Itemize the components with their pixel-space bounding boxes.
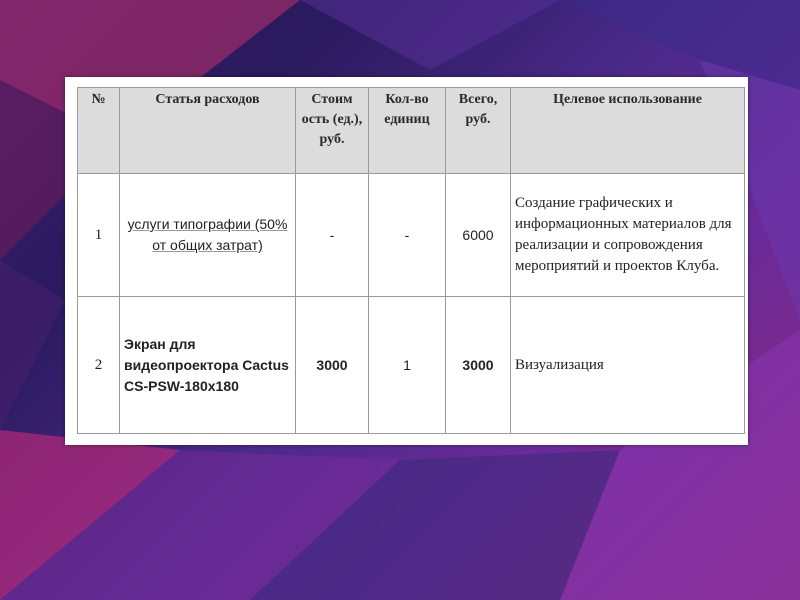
table-header-row	[78, 88, 745, 174]
header-num: №	[78, 88, 120, 174]
header-cost: Стоим ость (ед.), руб.	[296, 88, 369, 174]
row-cost: 3000	[296, 297, 369, 434]
header-purpose: Целевое использование	[511, 88, 745, 174]
row-qty: 1	[369, 297, 446, 434]
table-row	[78, 174, 745, 297]
row-cost: -	[296, 174, 369, 297]
table-row	[78, 297, 745, 434]
row-item: услуги типографии (50% от общих затрат)	[120, 174, 296, 297]
row-total: 3000	[446, 297, 511, 434]
row-purpose: Визуализация	[511, 297, 745, 434]
row-item: Экран для видеопроектора Cactus CS-PSW-180x180	[120, 297, 296, 434]
header-total: Всего, руб.	[446, 88, 511, 174]
row-num: 2	[78, 297, 120, 434]
row-purpose: Создание графических и информационных материалов для реализации и сопровождения мероприятий и проектов Клуба.	[511, 174, 745, 297]
row-qty: -	[369, 174, 446, 297]
row-num: 1	[78, 174, 120, 297]
row-total: 6000	[446, 174, 511, 297]
header-qty: Кол-во единиц	[369, 88, 446, 174]
budget-table	[77, 87, 745, 434]
table-image	[65, 77, 748, 445]
header-item: Статья расходов	[120, 88, 296, 174]
